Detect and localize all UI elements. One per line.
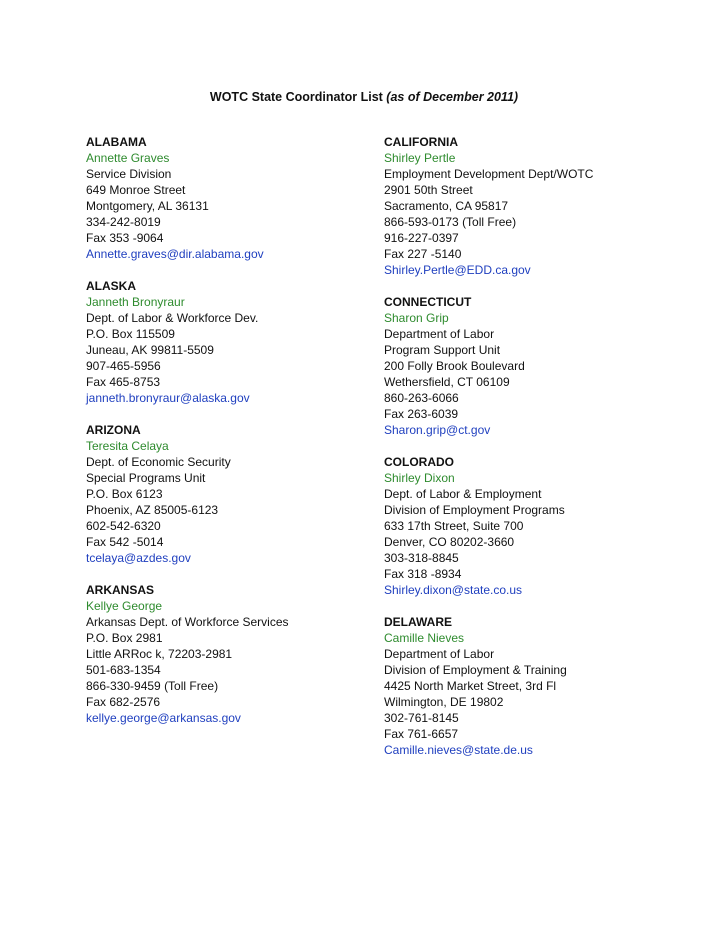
phone-line: 866-330-9459 (Toll Free) <box>86 679 219 693</box>
state-name: CALIFORNIA <box>384 135 458 149</box>
fax-line: Fax 263-6039 <box>384 407 459 421</box>
phone-line: 916-227-0397 <box>384 231 459 245</box>
contact-name: Annette Graves <box>86 151 170 165</box>
address-line: 633 17th Street, Suite 700 <box>384 519 524 533</box>
address-line: 2901 50th Street <box>384 183 473 197</box>
fax-line: Fax 227 -5140 <box>384 247 462 261</box>
state-name: CONNECTICUT <box>384 295 472 309</box>
state-entry-colorado <box>384 454 684 598</box>
contact-name: Shirley Pertle <box>384 151 456 165</box>
address-line: Little ARRoc k, 72203-2981 <box>86 647 233 661</box>
phone-line: 501-683-1354 <box>86 663 161 677</box>
phone-line: 866-593-0173 (Toll Free) <box>384 215 517 229</box>
state-entry-arizona <box>86 422 366 566</box>
address-line: P.O. Box 115509 <box>86 327 175 341</box>
state-name: ALABAMA <box>86 135 147 149</box>
address-line: Service Division <box>86 167 172 181</box>
state-entry-california <box>384 134 684 278</box>
address-line: P.O. Box 6123 <box>86 487 163 501</box>
phone-line: 302-761-8145 <box>384 711 459 725</box>
email-link[interactable]: Camille.nieves@state.de.us <box>384 743 533 757</box>
address-line: Program Support Unit <box>384 343 501 357</box>
address-line: Employment Development Dept/WOTC <box>384 167 594 181</box>
email-link[interactable]: Annette.graves@dir.alabama.gov <box>86 247 264 261</box>
address-line: Phoenix, AZ 85005-6123 <box>86 503 219 517</box>
phone-line: 602-542-6320 <box>86 519 161 533</box>
state-name: DELAWARE <box>384 615 453 629</box>
email-link[interactable]: janneth.bronyraur@alaska.gov <box>86 391 250 405</box>
address-line: Department of Labor <box>384 647 495 661</box>
email-link[interactable]: Shirley.Pertle@EDD.ca.gov <box>384 263 531 277</box>
email-link[interactable]: kellye.george@arkansas.gov <box>86 711 241 725</box>
contact-name: Kellye George <box>86 599 163 613</box>
state-name: COLORADO <box>384 455 454 469</box>
address-line: Division of Employment & Training <box>384 663 567 677</box>
email-link[interactable]: Sharon.grip@ct.gov <box>384 423 491 437</box>
phone-line: 334-242-8019 <box>86 215 161 229</box>
address-line: Montgomery, AL 36131 <box>86 199 209 213</box>
email-link[interactable]: tcelaya@azdes.gov <box>86 551 191 565</box>
address-line: Wethersfield, CT 06109 <box>384 375 510 389</box>
address-line: 200 Folly Brook Boulevard <box>384 359 525 373</box>
state-entry-delaware <box>384 614 684 758</box>
contact-name: Sharon Grip <box>384 311 449 325</box>
address-line: Wilmington, DE 19802 <box>384 695 504 709</box>
page-title <box>0 89 728 105</box>
phone-line: 860-263-6066 <box>384 391 459 405</box>
address-line: Dept. of Economic Security <box>86 455 231 469</box>
address-line: Dept. of Labor & Employment <box>384 487 542 501</box>
fax-line: Fax 542 -5014 <box>86 535 164 549</box>
contact-name: Camille Nieves <box>384 631 465 645</box>
fax-line: Fax 682-2576 <box>86 695 161 709</box>
right-column <box>384 134 684 758</box>
left-column <box>86 134 366 726</box>
address-line: Denver, CO 80202-3660 <box>384 535 515 549</box>
state-entry-arkansas <box>86 582 366 726</box>
address-line: Dept. of Labor & Workforce Dev. <box>86 311 259 325</box>
fax-line: Fax 353 -9064 <box>86 231 164 245</box>
address-line: Division of Employment Programs <box>384 503 565 517</box>
state-name: ALASKA <box>86 279 136 293</box>
address-line: 4425 North Market Street, 3rd Fl <box>384 679 557 693</box>
fax-line: Fax 465-8753 <box>86 375 161 389</box>
state-entry-alaska <box>86 278 366 406</box>
contact-name: Teresita Celaya <box>86 439 169 453</box>
address-line: P.O. Box 2981 <box>86 631 163 645</box>
title-date-note: (as of December 2011) <box>386 90 519 104</box>
address-line: Department of Labor <box>384 327 495 341</box>
address-line: Juneau, AK 99811-5509 <box>86 343 214 357</box>
phone-line: 303-318-8845 <box>384 551 459 565</box>
state-entry-connecticut <box>384 294 684 438</box>
state-name: ARIZONA <box>86 423 141 437</box>
state-entry-alabama <box>86 134 366 262</box>
address-line: 649 Monroe Street <box>86 183 186 197</box>
address-line: Arkansas Dept. of Workforce Services <box>86 615 289 629</box>
contact-name: Janneth Bronyraur <box>86 295 185 309</box>
email-link[interactable]: Shirley.dixon@state.co.us <box>384 583 523 597</box>
state-name: ARKANSAS <box>86 583 155 597</box>
fax-line: Fax 318 -8934 <box>384 567 462 581</box>
phone-line: 907-465-5956 <box>86 359 161 373</box>
address-line: Special Programs Unit <box>86 471 206 485</box>
title-main: WOTC State Coordinator List <box>209 90 387 104</box>
contact-name: Shirley Dixon <box>384 471 455 485</box>
address-line: Sacramento, CA 95817 <box>384 199 509 213</box>
fax-line: Fax 761-6657 <box>384 727 459 741</box>
